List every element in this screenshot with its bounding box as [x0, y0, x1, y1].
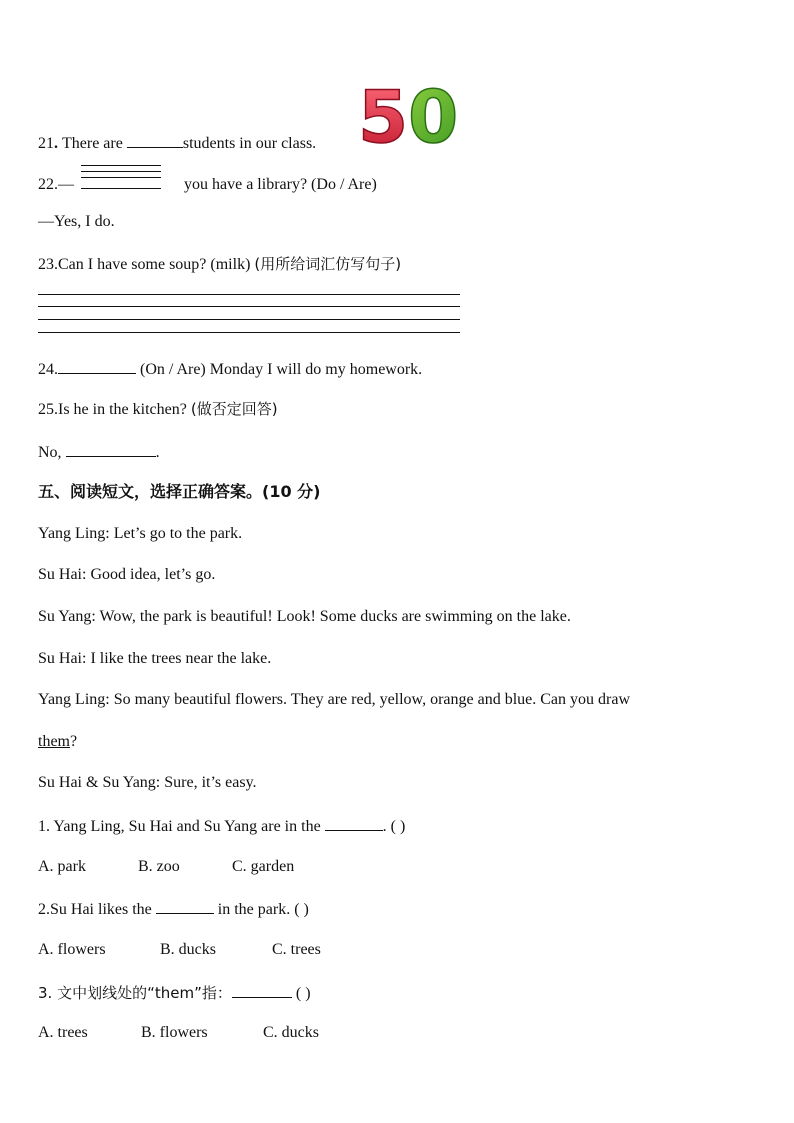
q22-number: 22.	[38, 176, 58, 193]
q23-answer-line-3[interactable]	[38, 319, 460, 320]
q25-answer-prefix: No,	[38, 444, 66, 461]
q23-answer-line-1[interactable]	[38, 294, 460, 295]
rq2-option-a[interactable]: A. flowers	[38, 941, 106, 958]
q22-dash: —	[58, 176, 74, 193]
question-25	[38, 399, 278, 420]
rq1-option-b[interactable]: B. zoo	[138, 858, 180, 875]
underlined-them: them	[38, 733, 70, 750]
rq1-answer-blank[interactable]	[325, 815, 383, 831]
rq2-answer-blank[interactable]	[156, 898, 214, 914]
dialogue-line: Yang Ling: So many beautiful flowers. They are red, yellow, orange and blue. Can you draw	[38, 691, 631, 708]
reading-question-2	[38, 898, 309, 920]
dialogue-line: Yang Ling: Let’s go to the park.	[38, 525, 243, 542]
q25-instruction: (做否定回答)	[190, 400, 278, 418]
q24-after: (On / Are) Monday I will do my homework.	[136, 361, 423, 378]
q21-answer-blank[interactable]	[127, 132, 183, 148]
logo-five-glyph: 5	[358, 80, 409, 150]
rq3-option-a[interactable]: A. trees	[38, 1024, 88, 1041]
q23-answer-line-4[interactable]	[38, 332, 460, 333]
q21-before: There are	[62, 135, 127, 152]
rq1-tail: . ( )	[382, 818, 406, 835]
q21-number: 21	[38, 135, 54, 152]
logo-zero-glyph: 0	[408, 80, 459, 150]
q24-number: 24.	[38, 361, 58, 378]
dialogue-line: Su Hai: I like the trees near the lake.	[38, 650, 272, 667]
rq3-tail: ( )	[291, 985, 311, 1002]
rq2-option-c[interactable]: C. trees	[272, 941, 321, 958]
q21-dot: .	[54, 135, 62, 152]
q25-answer-suffix: .	[155, 444, 160, 461]
rq2-stem: 2.Su Hai likes the	[38, 901, 156, 918]
rq3-option-c[interactable]: C. ducks	[263, 1024, 319, 1041]
dialogue-line: Su Yang: Wow, the park is beautiful! Look! Some ducks are swimming on the lake.	[38, 608, 571, 625]
question-23	[38, 254, 401, 275]
question-22	[38, 175, 377, 195]
rq1-option-a[interactable]: A. park	[38, 858, 86, 875]
q23-number: 23.	[38, 256, 58, 273]
q22-blank-line-2	[81, 171, 161, 172]
section-5-heading: 五、阅读短文，选择正确答案。(10 分)	[38, 482, 321, 501]
rq3-option-b[interactable]: B. flowers	[141, 1024, 208, 1041]
q23-text: Can I have some soup? (milk)	[58, 256, 255, 273]
dialogue-line-continued	[38, 732, 77, 752]
rq3-options	[38, 1023, 319, 1043]
q22-answer: —Yes, I do.	[38, 213, 115, 230]
dialogue-question-mark: ?	[70, 733, 78, 750]
rq1-option-c[interactable]: C. garden	[232, 858, 295, 875]
q23-instruction: (用所给词汇仿写句子)	[254, 255, 402, 273]
rq2-option-b[interactable]: B. ducks	[160, 941, 216, 958]
q25-answer-blank[interactable]	[66, 441, 156, 457]
question-24	[38, 358, 422, 380]
rq3-answer-blank[interactable]	[232, 982, 292, 998]
dialogue-line: Su Hai: Good idea, let’s go.	[38, 566, 216, 583]
q24-answer-blank[interactable]	[58, 358, 136, 374]
rq3-stem: 3. 文中划线处的“them”指：	[38, 984, 232, 1002]
q23-answer-line-2[interactable]	[38, 306, 460, 307]
number-50-logo	[358, 80, 464, 150]
q25-text: Is he in the kitchen?	[58, 401, 191, 418]
dialogue-line: Su Hai & Su Yang: Sure, it’s easy.	[38, 774, 257, 791]
q25-answer	[38, 441, 160, 463]
question-21	[38, 132, 316, 154]
reading-question-3	[38, 982, 311, 1004]
q22-after: you have a library? (Do / Are)	[180, 176, 377, 193]
logo-digit-five	[358, 80, 458, 150]
q22-blank-line-1	[81, 165, 161, 166]
q21-after: students in our class.	[182, 135, 317, 152]
reading-question-1	[38, 815, 405, 837]
rq2-tail: in the park. ( )	[213, 901, 309, 918]
q25-number: 25.	[38, 401, 58, 418]
rq1-options	[38, 857, 294, 877]
rq1-stem: 1. Yang Ling, Su Hai and Su Yang are in the	[38, 818, 325, 835]
rq2-options	[38, 940, 321, 960]
